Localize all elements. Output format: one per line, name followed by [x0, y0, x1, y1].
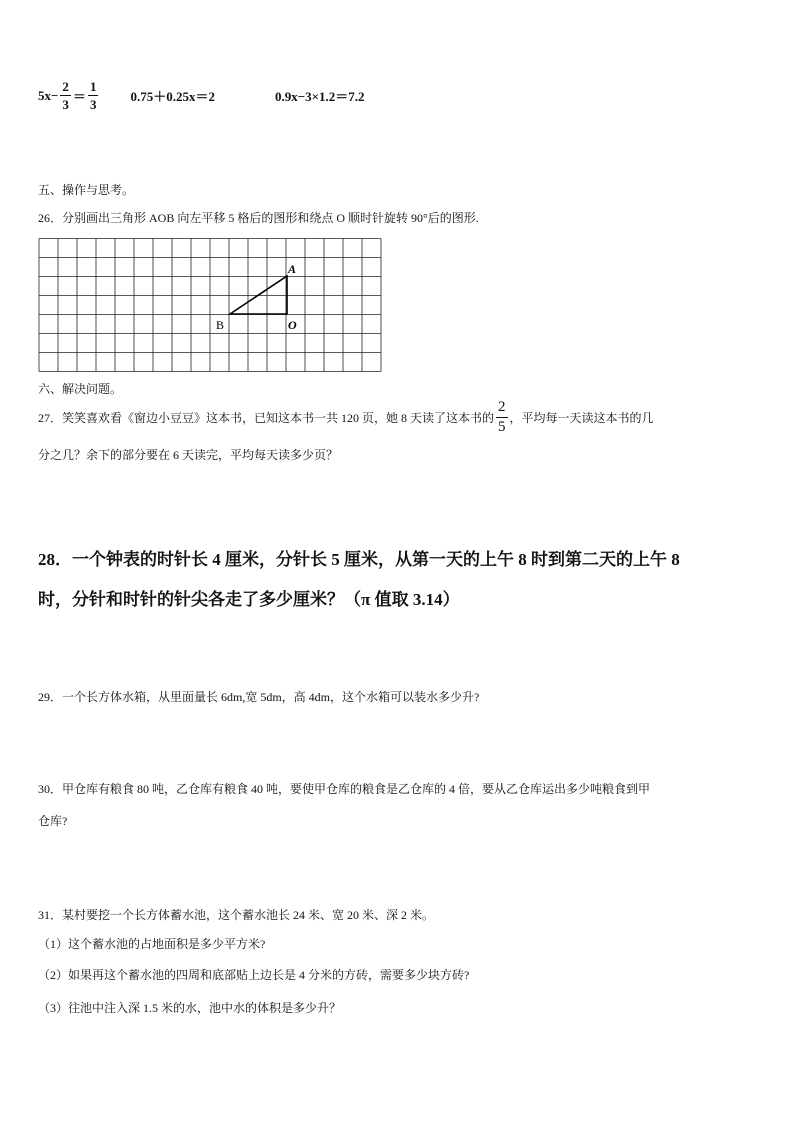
- section-6-heading: 六、解决问题。: [38, 382, 123, 396]
- question-27-line-2: 分之几？余下的部分要在 6 天读完，平均每天读多少页？: [38, 448, 339, 462]
- grid-diagram: [38, 238, 383, 372]
- label-b: B: [216, 318, 225, 332]
- question-28-line-1: 28．一个钟表的时针长 4 厘米，分针长 5 厘米，从第一天的上午 8 时到第二天的上午 8: [38, 550, 680, 569]
- question-29: 29．一个长方体水箱，从里面量长 6dm,宽 5dm，高 4dm，这个水箱可以装水多少升?: [38, 690, 480, 704]
- question-30-line-1: 30．甲仓库有粮食 80 吨，乙仓库有粮食 40 吨，要使甲仓库的粮食是乙仓库的 4 倍，要从乙仓库运出多少吨粮食到甲: [38, 782, 651, 796]
- fraction-two-fifths: [496, 400, 508, 435]
- equations-row: [38, 80, 365, 111]
- question-27-line-1: [38, 400, 654, 435]
- label-a: A: [288, 262, 297, 276]
- label-o: O: [288, 318, 297, 332]
- fraction-denominator: 5: [498, 419, 506, 435]
- equals-sign: ＝: [72, 89, 86, 104]
- section-5-heading: 五、操作与思考。: [38, 183, 135, 197]
- question-31-part-2: （2）如果再这个蓄水池的四周和底部贴上边长是 4 分米的方砖，需要多少块方砖?: [38, 968, 470, 982]
- question-31-part-3: （3）往池中注入深 1.5 米的水，池中水的体积是多少升？: [38, 1001, 342, 1015]
- question-30-line-2: 仓库?: [38, 814, 68, 828]
- question-26: 26．分别画出三角形 AOB 向左平移 5 格后的图形和绕点 O 顺时针旋转 90°后的图形.: [38, 211, 479, 225]
- fraction-numerator: 2: [62, 79, 69, 94]
- question-27-text-before: 27．笑笑喜欢看《窗边小豆豆》这本书，已知这本书一共 120 页，她 8 天读了这本书的: [38, 411, 495, 425]
- question-27-text-after: ，平均每一天读这本书的几: [509, 411, 654, 425]
- question-28-line-2: 时，分针和时针的针尖各走了多少厘米？（π 值取 3.14）: [38, 590, 460, 609]
- fraction-numerator: 2: [496, 400, 508, 418]
- equation-1-prefix: 5x−: [38, 87, 59, 103]
- equation-2: 0.75＋0.25x＝2: [130, 89, 215, 104]
- fraction-denominator: 3: [62, 97, 69, 112]
- grid-lines: [39, 239, 381, 372]
- fraction-two-thirds: [60, 80, 71, 111]
- triangle-aob: [230, 276, 287, 314]
- question-31: 31．某村要挖一个长方体蓄水池，这个蓄水池长 24 米、宽 20 米、深 2 米。: [38, 908, 435, 922]
- equation-3: 0.9x−3×1.2＝7.2: [274, 89, 365, 104]
- equation-1: [38, 80, 100, 111]
- fraction-numerator: 1: [89, 79, 97, 94]
- fraction-one-third: [88, 80, 99, 111]
- fraction-denominator: 3: [89, 97, 97, 112]
- question-31-part-1: （1）这个蓄水池的占地面积是多少平方米?: [38, 937, 266, 951]
